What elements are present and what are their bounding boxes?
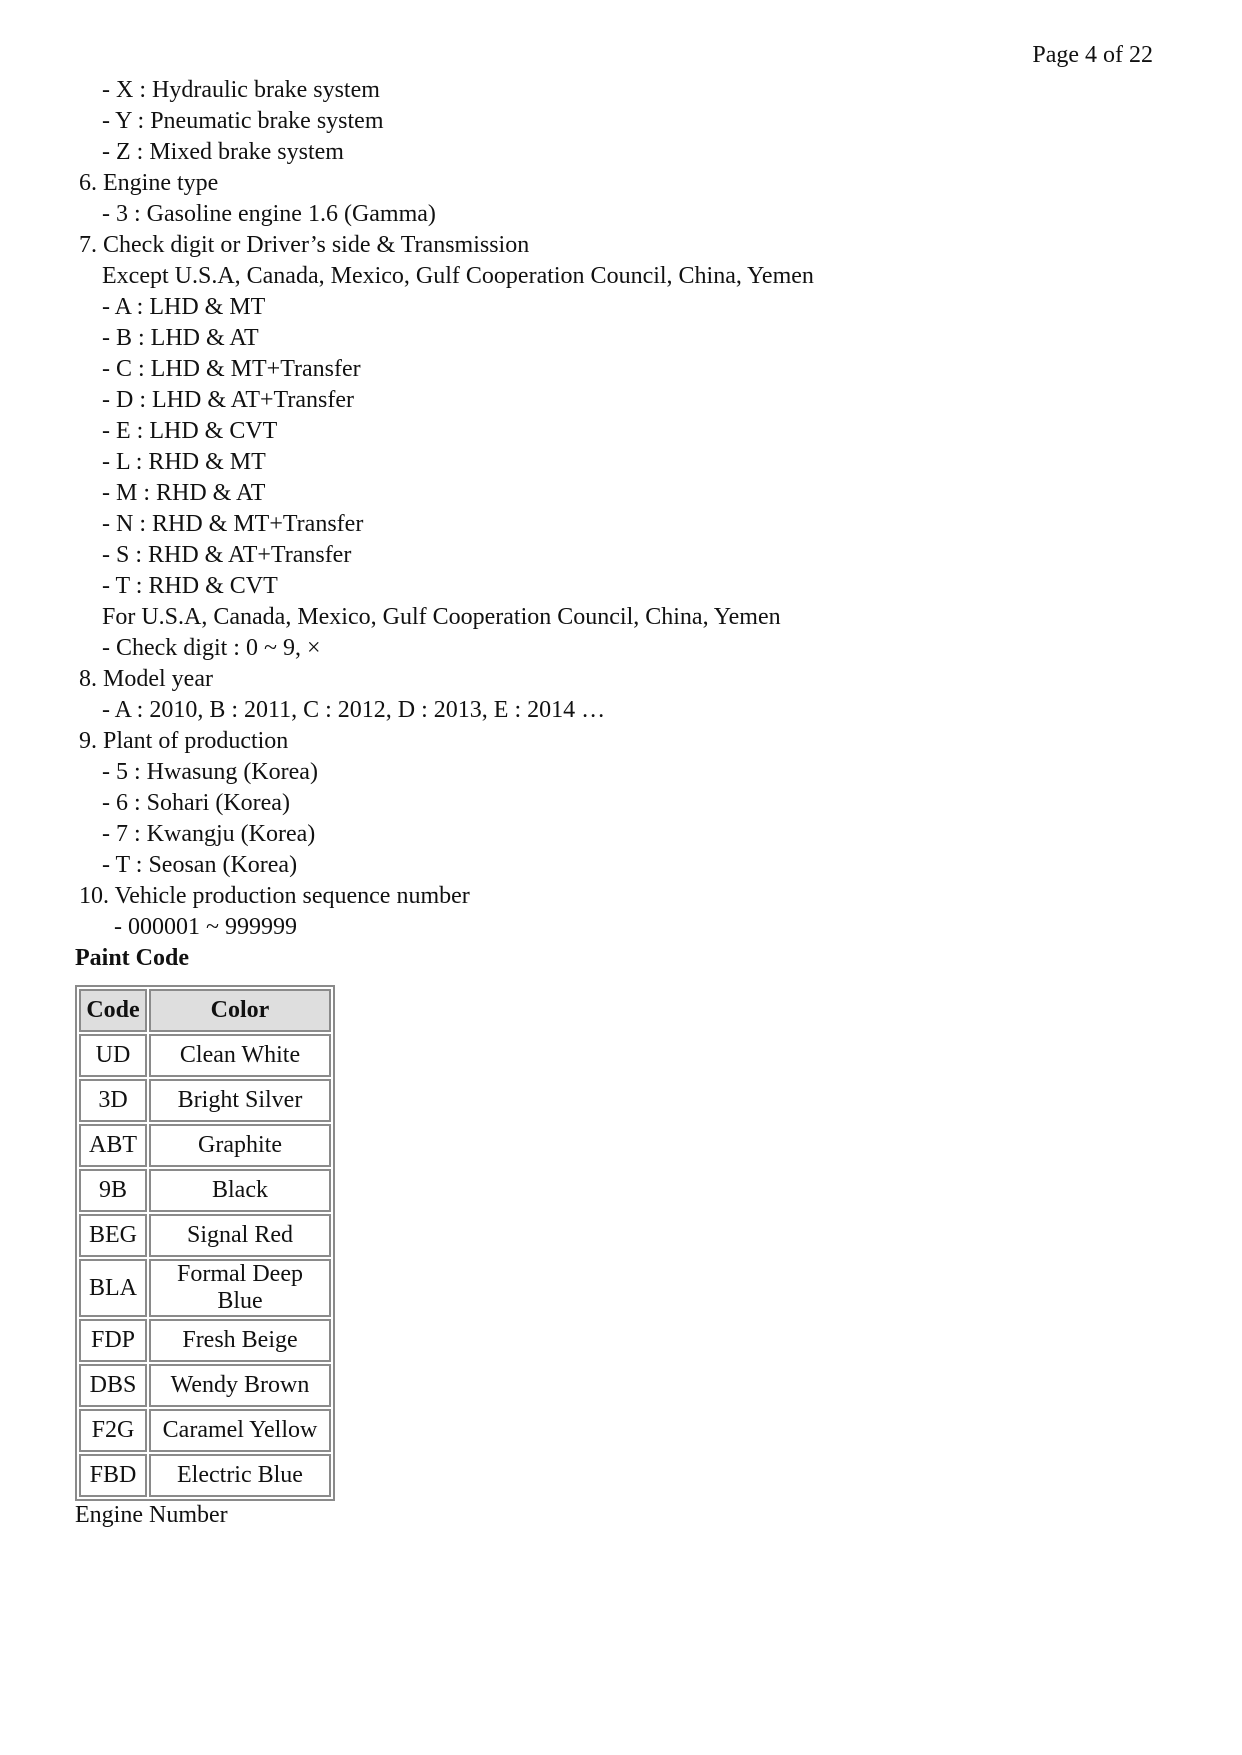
- paint-code-cell: UD: [79, 1034, 147, 1077]
- except-note: Except U.S.A, Canada, Mexico, Gulf Cooperation Council, China, Yemen: [102, 263, 814, 289]
- table-row: [79, 1319, 331, 1362]
- sequence-heading: 10. Vehicle production sequence number: [79, 883, 470, 909]
- table-row: [79, 1169, 331, 1212]
- drive-item: - B : LHD & AT: [102, 325, 259, 351]
- plant-item: - T : Seosan (Korea): [102, 852, 298, 878]
- engine-number-heading: Engine Number: [75, 1502, 228, 1528]
- paint-color-cell: Clean White: [149, 1034, 331, 1077]
- drive-item: - A : LHD & MT: [102, 294, 266, 320]
- table-row: [79, 1454, 331, 1497]
- paint-code-heading: Paint Code: [75, 945, 189, 971]
- model-year-item: - A : 2010, B : 2011, C : 2012, D : 2013, E : 2014 …: [102, 697, 606, 723]
- engine-type-heading: 6. Engine type: [79, 170, 219, 196]
- table-row: [79, 1124, 331, 1167]
- check-digit-heading: 7. Check digit or Driver’s side & Transmission: [79, 232, 530, 258]
- drive-item: - T : RHD & CVT: [102, 573, 278, 599]
- for-note: For U.S.A, Canada, Mexico, Gulf Cooperation Council, China, Yemen: [102, 604, 781, 630]
- paint-color-cell: Fresh Beige: [149, 1319, 331, 1362]
- table-row: [79, 1079, 331, 1122]
- paint-code-cell: FBD: [79, 1454, 147, 1497]
- drive-item: - D : LHD & AT+Transfer: [102, 387, 354, 413]
- paint-color-cell: Formal Deep Blue: [149, 1259, 331, 1317]
- drive-item: - N : RHD & MT+Transfer: [102, 511, 364, 537]
- model-year-heading: 8. Model year: [79, 666, 213, 692]
- drive-item: - M : RHD & AT: [102, 480, 266, 506]
- drive-item: - S : RHD & AT+Transfer: [102, 542, 352, 568]
- table-row: [79, 1364, 331, 1407]
- plant-heading: 9. Plant of production: [79, 728, 289, 754]
- paint-code-table: [75, 985, 335, 1501]
- table-row: [79, 1259, 331, 1317]
- brake-item-z: - Z : Mixed brake system: [102, 139, 344, 165]
- brake-item-x: - X : Hydraulic brake system: [102, 77, 380, 103]
- plant-item: - 5 : Hwasung (Korea): [102, 759, 318, 785]
- table-row: [79, 1214, 331, 1257]
- paint-color-cell: Caramel Yellow: [149, 1409, 331, 1452]
- table-row: [79, 1034, 331, 1077]
- plant-item: - 7 : Kwangju (Korea): [102, 821, 316, 847]
- code-column-header: Code: [79, 989, 147, 1032]
- table-row: [79, 1409, 331, 1452]
- color-column-header: Color: [149, 989, 331, 1032]
- paint-code-cell: DBS: [79, 1364, 147, 1407]
- paint-code-cell: 9B: [79, 1169, 147, 1212]
- paint-code-cell: ABT: [79, 1124, 147, 1167]
- plant-item: - 6 : Sohari (Korea): [102, 790, 290, 816]
- brake-item-y: - Y : Pneumatic brake system: [102, 108, 384, 134]
- table-header-row: [79, 989, 331, 1032]
- paint-color-cell: Electric Blue: [149, 1454, 331, 1497]
- paint-color-cell: Graphite: [149, 1124, 331, 1167]
- paint-code-cell: FDP: [79, 1319, 147, 1362]
- engine-type-item: - 3 : Gasoline engine 1.6 (Gamma): [102, 201, 436, 227]
- paint-code-cell: F2G: [79, 1409, 147, 1452]
- check-digit-item: - Check digit : 0 ~ 9, ×: [102, 635, 321, 661]
- drive-item: - L : RHD & MT: [102, 449, 266, 475]
- paint-code-cell: BEG: [79, 1214, 147, 1257]
- sequence-item: - 000001 ~ 999999: [114, 914, 297, 940]
- paint-color-cell: Black: [149, 1169, 331, 1212]
- page-number: Page 4 of 22: [1032, 42, 1153, 68]
- paint-code-cell: 3D: [79, 1079, 147, 1122]
- drive-item: - C : LHD & MT+Transfer: [102, 356, 361, 382]
- paint-code-cell: BLA: [79, 1259, 147, 1317]
- paint-color-cell: Wendy Brown: [149, 1364, 331, 1407]
- paint-color-cell: Bright Silver: [149, 1079, 331, 1122]
- paint-color-cell: Signal Red: [149, 1214, 331, 1257]
- drive-item: - E : LHD & CVT: [102, 418, 278, 444]
